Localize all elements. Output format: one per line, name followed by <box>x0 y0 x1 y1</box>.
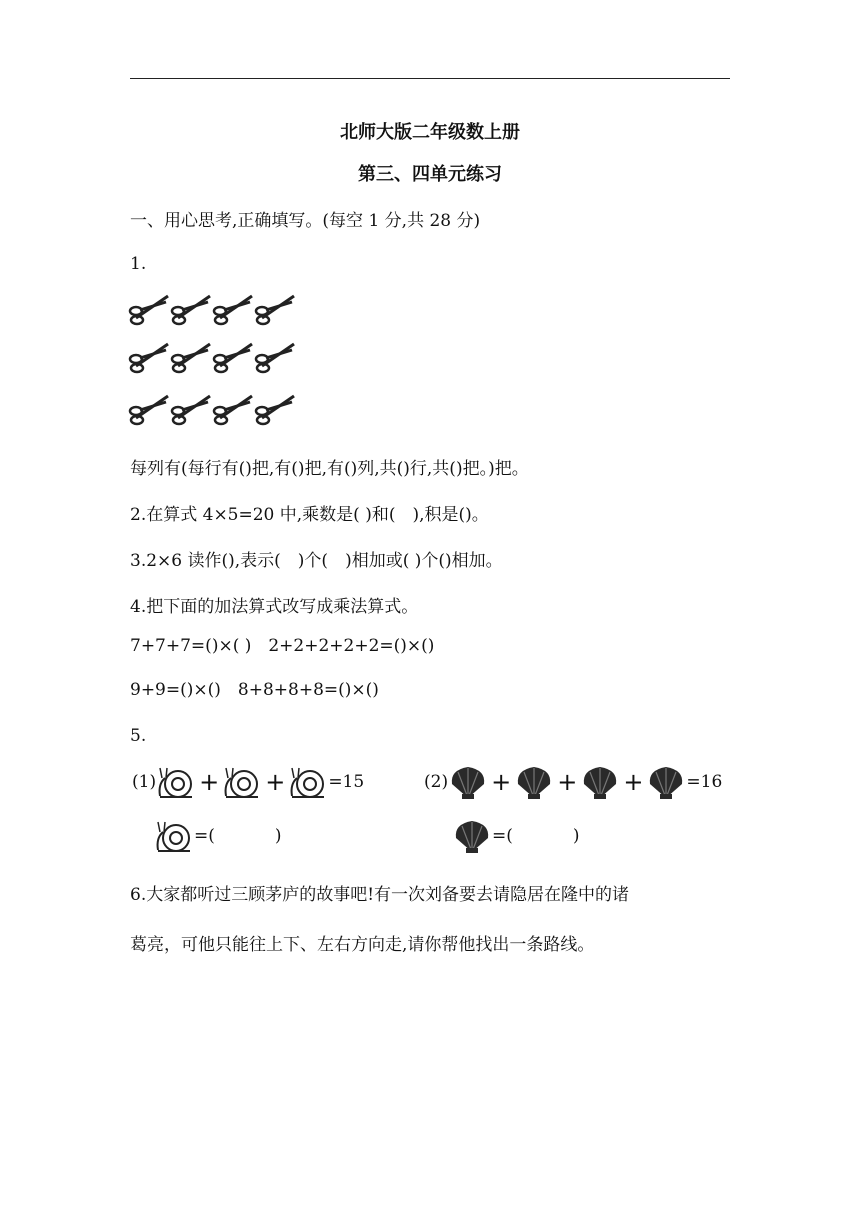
plus-sign: + <box>557 768 578 796</box>
question-3: 3.2×6 读作(),表示( )个( )相加或( )个()相加。 <box>130 551 503 571</box>
part-2-result: =16 <box>686 772 723 792</box>
question-4: 4.把下面的加法算式改写成乘法算式。 <box>130 597 419 617</box>
plus-sign: + <box>623 768 644 796</box>
question-5-part-1 <box>132 764 364 854</box>
scissors-icon <box>256 296 294 324</box>
page-subtitle: 第三、四单元练习 <box>358 164 502 185</box>
part-1-answer-open: =( <box>194 826 215 846</box>
question-5-label: 5. <box>130 726 147 746</box>
scissors-icon <box>172 396 210 424</box>
scissors-icon <box>214 396 252 424</box>
question-6-line-2: 葛亮，可他只能往上下、左右方向走,请你帮他找出一条路线。 <box>130 935 595 955</box>
scissors-icon <box>172 296 210 324</box>
snail-icon <box>222 764 262 800</box>
question-1-label: 1. <box>130 254 147 274</box>
part-2-label: (2) <box>424 772 449 792</box>
question-4-line-2: 9+9=()×() 8+8+8+8=()×() <box>130 680 379 700</box>
scissors-icon <box>256 396 294 424</box>
header-rule <box>130 78 730 79</box>
scissors-icon <box>214 296 252 324</box>
scissors-icon <box>130 396 168 424</box>
part-1-answer-close: ) <box>274 826 282 846</box>
part-2-answer-open: =( <box>492 826 513 846</box>
snail-icon <box>288 764 328 800</box>
shell-icon <box>646 764 686 800</box>
scissors-icon <box>172 344 210 372</box>
shell-icon <box>452 818 492 854</box>
plus-sign: + <box>491 768 512 796</box>
part-2-answer-close: ) <box>572 826 580 846</box>
snail-icon <box>156 764 196 800</box>
section-heading: 一、用心思考,正确填写。(每空 1 分,共 28 分) <box>130 211 481 231</box>
plus-sign: + <box>199 768 220 796</box>
snail-icon <box>154 818 194 854</box>
part-1-result: =15 <box>328 772 365 792</box>
question-5-part-2 <box>424 764 722 854</box>
plus-sign: + <box>265 768 286 796</box>
question-6-line-1: 6.大家都听过三顾茅庐的故事吧!有一次刘备要去请隐居在隆中的诸 <box>130 885 630 905</box>
shell-icon <box>448 764 488 800</box>
scissors-icon <box>130 296 168 324</box>
scissors-icon <box>130 344 168 372</box>
question-4-line-1: 7+7+7=()×( ) 2+2+2+2+2=()×() <box>130 636 435 656</box>
shell-icon <box>580 764 620 800</box>
scissors-icon <box>214 344 252 372</box>
question-2: 2.在算式 4×5=20 中,乘数是( )和( ),积是()。 <box>130 505 489 525</box>
shell-icon <box>514 764 554 800</box>
scissors-grid <box>128 292 308 432</box>
page-title: 北师大版二年级数上册 <box>340 122 520 143</box>
part-1-label: (1) <box>132 772 157 792</box>
scissors-icon <box>256 344 294 372</box>
question-1-text: 每列有(每行有()把,有()把,有()列,共()行,共()把。)把。 <box>130 459 529 479</box>
